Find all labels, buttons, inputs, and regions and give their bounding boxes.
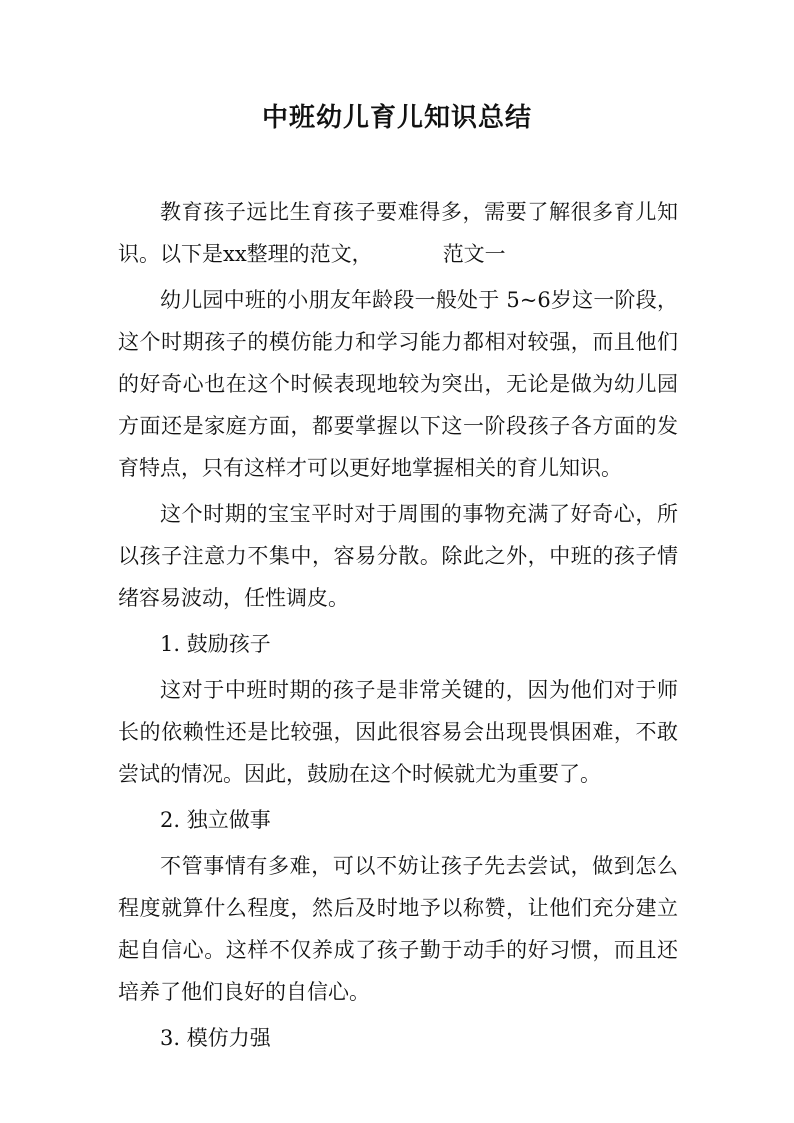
heading-independent: 2. 独立做事 <box>160 808 271 832</box>
document-title: 中班幼儿育儿知识总结 <box>261 103 532 133</box>
heading-encourage: 1. 鼓励孩子 <box>160 632 271 656</box>
paragraph-encourage: 这对于中班时期的孩子是非常关键的，因为他们对于师长的依赖性还是比较强，因此很容易会出现畏惧困难，不敢尝试的情况。因此，鼓励在这个时候就尤为重要了。 <box>118 678 678 786</box>
intro-paragraph <box>118 191 678 275</box>
paragraph-independent: 不管事情有多难，可以不妨让孩子先去尝试，做到怎么程度就算什么程度，然后及时地予以称赞，让他们充分建立起自信心。这样不仅养成了孩子勤于动手的好习惯，而且还培养了他们良好的自信心。 <box>118 854 678 1004</box>
paragraph-curiosity: 这个时期的宝宝平时对于周围的事物充满了好奇心，所以孩子注意力不集中，容易分散。除此之外，中班的孩子情绪容易波动，任性调皮。 <box>118 502 678 610</box>
intro-text: 教育孩子远比生育孩子要难得多，需要了解很多育儿知识。以下是xx整理的范文， <box>118 200 678 266</box>
paragraph-age-stage: 幼儿园中班的小朋友年龄段一般处于 5~6岁这一阶段，这个时期孩子的模仿能力和学习能力都相对较强，而且他们的好奇心也在这个时候表现地较为突出，无论是做为幼儿园方面还是家庭方面，都要掌握以下这一阶段孩子各方面的发育特点，只有这样才可以更好地掌握相关的育儿知识。 <box>118 288 678 480</box>
intro-sample-label: 范文一 <box>442 242 506 266</box>
heading-imitation: 3. 模仿力强 <box>160 1026 271 1050</box>
document-body <box>118 191 678 1059</box>
